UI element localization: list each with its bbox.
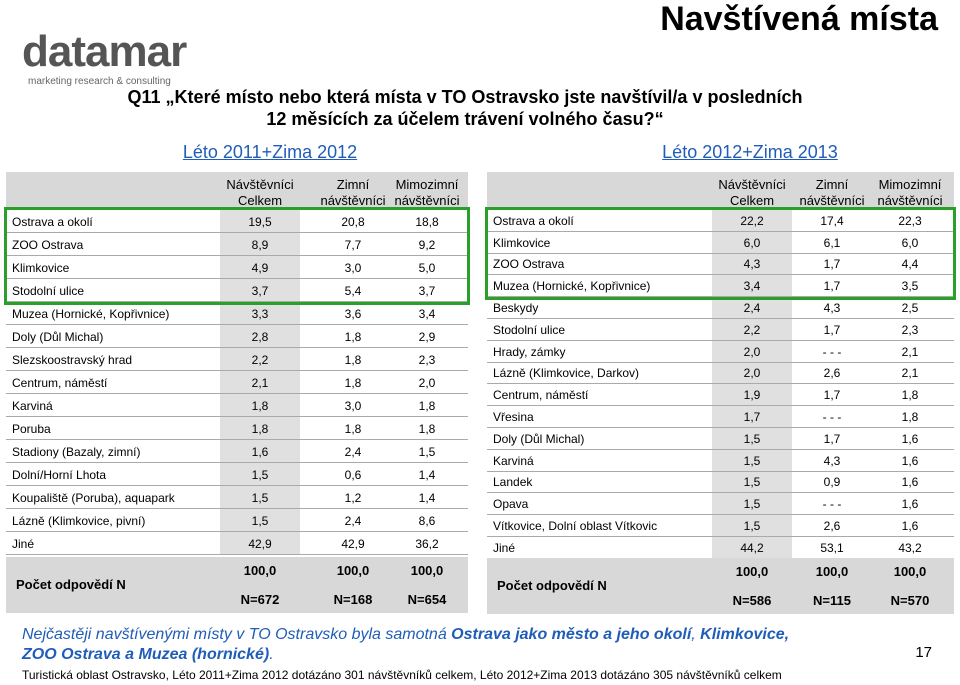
total-n: N=115 bbox=[813, 593, 851, 608]
row-value: 1,5 bbox=[743, 497, 761, 512]
datamar-logo: datamar bbox=[22, 27, 187, 76]
row-label: Karviná bbox=[493, 453, 534, 468]
row-label: Poruba bbox=[12, 421, 51, 436]
row-value: 22,2 bbox=[740, 213, 764, 228]
table-row bbox=[487, 363, 954, 385]
table-row bbox=[487, 537, 954, 559]
row-value: - - - bbox=[822, 497, 842, 512]
row-label: Klimkovice bbox=[12, 260, 70, 275]
col-header-line1: Návštěvníci bbox=[718, 177, 786, 192]
row-value: 3,6 bbox=[344, 306, 362, 321]
table-row bbox=[6, 348, 468, 371]
table-row bbox=[6, 394, 468, 417]
table-row bbox=[6, 440, 468, 463]
row-value: 2,4 bbox=[743, 301, 761, 316]
row-label: ZOO Ostrava bbox=[12, 237, 84, 252]
col-header-line1: Zimní bbox=[815, 177, 849, 192]
row-value: 36,2 bbox=[415, 536, 439, 551]
row-label: Stadiony (Bazaly, zimní) bbox=[12, 444, 141, 459]
col-header-line1: Návštěvníci bbox=[226, 177, 294, 192]
row-label: Hrady, zámky bbox=[493, 344, 566, 359]
row-label: Landek bbox=[493, 475, 533, 490]
question-line-1: Q11 „Které místo nebo která místa v TO Ostravsko jste navštívil/a v posledních bbox=[127, 87, 803, 107]
row-value: 1,5 bbox=[743, 519, 761, 534]
row-value: 3,0 bbox=[344, 398, 362, 413]
row-value: 1,9 bbox=[743, 388, 761, 403]
total-percent: 100,0 bbox=[336, 563, 370, 578]
conclusion-highlight-klimkovice: Klimkovice, bbox=[700, 626, 790, 643]
table-row bbox=[6, 417, 468, 440]
row-value: 1,4 bbox=[418, 490, 436, 505]
row-value: 1,8 bbox=[901, 388, 919, 403]
left-col-header bbox=[215, 177, 305, 209]
row-label: Klimkovice bbox=[493, 235, 551, 250]
row-value: 1,6 bbox=[251, 444, 269, 459]
question-line-2: 12 měsících za účelem trávení volného času?“ bbox=[266, 109, 664, 129]
table-row bbox=[487, 493, 954, 515]
col-header-line1: Mimozimní bbox=[878, 177, 942, 192]
table-row bbox=[6, 532, 468, 555]
row-value: 1,8 bbox=[901, 410, 919, 425]
row-value: 1,2 bbox=[344, 490, 362, 505]
row-label: Jiné bbox=[493, 540, 516, 555]
row-label: Vítkovice, Dolní oblast Vítkovic bbox=[493, 519, 658, 534]
row-value: 2,5 bbox=[901, 301, 919, 316]
total-percent: 100,0 bbox=[243, 563, 277, 578]
row-value: 3,4 bbox=[418, 306, 436, 321]
left-top4-highlight bbox=[4, 207, 470, 305]
row-value: 1,6 bbox=[901, 497, 919, 512]
row-value: 1,6 bbox=[901, 431, 919, 446]
row-value: 2,4 bbox=[344, 513, 362, 528]
row-value: 8,6 bbox=[418, 513, 436, 528]
col-header-line2: návštěvníci bbox=[394, 193, 460, 208]
total-n: N=586 bbox=[732, 593, 772, 608]
row-value: 2,1 bbox=[901, 366, 919, 381]
row-value: 2,0 bbox=[743, 366, 761, 381]
row-value: 6,1 bbox=[823, 235, 841, 250]
conclusion-text bbox=[22, 625, 902, 665]
row-value: 1,7 bbox=[823, 431, 841, 446]
row-value: 3,5 bbox=[901, 279, 919, 294]
row-label: Doly (Důl Michal) bbox=[12, 329, 104, 344]
row-value: 1,5 bbox=[251, 490, 269, 505]
row-label: Stodolní ulice bbox=[493, 322, 566, 337]
row-label: Stodolní ulice bbox=[12, 283, 85, 298]
col-header-line2: návštěvníci bbox=[877, 193, 943, 208]
row-label: Centrum, náměstí bbox=[12, 375, 108, 390]
table-row bbox=[6, 463, 468, 486]
row-value: 44,2 bbox=[740, 540, 764, 555]
row-label: Jiné bbox=[12, 536, 35, 551]
row-value: 2,8 bbox=[251, 329, 269, 344]
row-value: 3,0 bbox=[344, 260, 362, 275]
row-value: 4,4 bbox=[901, 257, 919, 272]
row-value: 1,6 bbox=[901, 453, 919, 468]
col-header-line2: návštěvníci bbox=[320, 193, 386, 208]
row-value: 8,9 bbox=[251, 237, 269, 252]
row-label: Opava bbox=[493, 497, 529, 512]
table-row bbox=[6, 509, 468, 532]
left-col-header bbox=[382, 177, 472, 209]
row-value: 20,8 bbox=[341, 214, 365, 229]
table-row bbox=[487, 384, 954, 406]
conclusion-part-1: Nejčastěji navštívenými místy v TO Ostravsko byla samotná bbox=[22, 626, 452, 643]
col-header-line2: návštěvníci bbox=[799, 193, 865, 208]
row-value: 53,1 bbox=[820, 540, 844, 555]
total-percent: 100,0 bbox=[893, 564, 927, 579]
conclusion-highlight-ostrava: Ostrava jako město a jeho okolí bbox=[451, 626, 692, 643]
row-value: 1,5 bbox=[251, 513, 269, 528]
row-value: 3,3 bbox=[251, 306, 269, 321]
row-value: 1,4 bbox=[418, 467, 436, 482]
row-value: 1,7 bbox=[823, 257, 841, 272]
table-row bbox=[487, 341, 954, 363]
row-value: 1,6 bbox=[901, 475, 919, 490]
row-value: - - - bbox=[822, 344, 842, 359]
right-col-header bbox=[865, 177, 955, 209]
row-value: 1,6 bbox=[901, 519, 919, 534]
col-header-line1: Mimozimní bbox=[395, 177, 459, 192]
row-value: 22,3 bbox=[898, 213, 922, 228]
table-row bbox=[487, 472, 954, 494]
conclusion-highlight-zoo: ZOO Ostrava a Muzea (hornické) bbox=[22, 646, 270, 663]
row-value: 2,2 bbox=[251, 352, 269, 367]
footer-note: Turistická oblast Ostravsko, Léto 2011+Zima 2012 dotázáno 301 návštěvníků celkem, Léto 2012+Zima 2013 dotázáno 305 návštěvníků celkem bbox=[22, 668, 782, 682]
col-header-line1: Zimní bbox=[336, 177, 370, 192]
row-value: 2,4 bbox=[344, 444, 362, 459]
row-value: 2,6 bbox=[823, 519, 841, 534]
row-value: 4,9 bbox=[251, 260, 269, 275]
table-row bbox=[487, 319, 954, 341]
row-value: 2,2 bbox=[743, 322, 761, 337]
row-value: 19,5 bbox=[248, 214, 272, 229]
row-value: 1,5 bbox=[743, 475, 761, 490]
row-value: 1,8 bbox=[344, 329, 362, 344]
row-value: 2,6 bbox=[823, 366, 841, 381]
row-value: 3,7 bbox=[418, 283, 436, 298]
row-value: 7,7 bbox=[344, 237, 362, 252]
row-value: 2,1 bbox=[901, 344, 919, 359]
row-value: 1,5 bbox=[251, 467, 269, 482]
left-total-label: Počet odpovědí N bbox=[16, 577, 126, 592]
row-value: 18,8 bbox=[415, 214, 439, 229]
row-value: 4,3 bbox=[823, 301, 841, 316]
row-label: Karviná bbox=[12, 398, 53, 413]
row-value: 1,8 bbox=[418, 398, 436, 413]
total-n: N=672 bbox=[240, 592, 280, 607]
page-title: Navštívená místa bbox=[660, 0, 938, 38]
row-value: 1,8 bbox=[344, 421, 362, 436]
row-label: Vřesina bbox=[493, 410, 534, 425]
row-value: 1,7 bbox=[743, 410, 761, 425]
table-row bbox=[6, 325, 468, 348]
row-value: 2,9 bbox=[418, 329, 436, 344]
table-row bbox=[487, 406, 954, 428]
row-value: 1,5 bbox=[418, 444, 436, 459]
row-value: 0,9 bbox=[823, 475, 841, 490]
row-label: Slezskoostravský hrad bbox=[12, 352, 133, 367]
row-value: 2,3 bbox=[901, 322, 919, 337]
table-row bbox=[6, 371, 468, 394]
right-period-title: Léto 2012+Zima 2013 bbox=[662, 142, 838, 162]
row-value: 5,4 bbox=[344, 283, 362, 298]
row-value: 42,9 bbox=[248, 536, 272, 551]
row-label: Muzea (Hornické, Kopřivnice) bbox=[12, 306, 170, 321]
page-number: 17 bbox=[915, 644, 932, 661]
left-period-title: Léto 2011+Zima 2012 bbox=[182, 142, 358, 162]
right-total-label: Počet odpovědí N bbox=[497, 578, 607, 593]
table-row bbox=[487, 297, 954, 319]
logo-tagline: marketing research & consulting bbox=[28, 76, 171, 87]
row-value: 1,5 bbox=[743, 431, 761, 446]
question-text bbox=[100, 86, 830, 130]
row-value: 17,4 bbox=[820, 213, 844, 228]
row-label: Centrum, náměstí bbox=[493, 388, 589, 403]
row-value: 6,0 bbox=[743, 235, 761, 250]
row-value: 1,7 bbox=[823, 388, 841, 403]
row-label: Ostrava a okolí bbox=[493, 213, 574, 228]
row-value: 2,0 bbox=[418, 375, 436, 390]
table-row bbox=[6, 302, 468, 325]
row-label: Doly (Důl Michal) bbox=[493, 431, 585, 446]
row-value: 1,8 bbox=[418, 421, 436, 436]
row-value: 1,7 bbox=[823, 322, 841, 337]
total-percent: 100,0 bbox=[410, 563, 444, 578]
conclusion-part-3: , bbox=[691, 626, 701, 643]
row-value: 3,7 bbox=[251, 283, 269, 298]
row-value: 2,0 bbox=[743, 344, 761, 359]
row-label: Beskydy bbox=[493, 301, 539, 316]
row-value: 1,5 bbox=[743, 453, 761, 468]
row-label: Muzea (Hornické, Kopřivnice) bbox=[493, 279, 651, 294]
row-label: Lázně (Klimkovice, Darkov) bbox=[493, 366, 640, 381]
total-n: N=654 bbox=[407, 592, 447, 607]
row-value: 1,8 bbox=[251, 421, 269, 436]
row-label: Koupaliště (Poruba), aquapark bbox=[12, 490, 175, 505]
row-value: 2,1 bbox=[251, 375, 269, 390]
row-separator bbox=[6, 554, 468, 555]
row-label: ZOO Ostrava bbox=[493, 257, 565, 272]
table-row bbox=[487, 450, 954, 472]
col-header-line2: Celkem bbox=[237, 193, 283, 208]
row-value: 4,3 bbox=[743, 257, 761, 272]
row-value: 6,0 bbox=[901, 235, 919, 250]
right-col-header bbox=[707, 177, 797, 209]
row-value: - - - bbox=[822, 410, 842, 425]
total-percent: 100,0 bbox=[815, 564, 849, 579]
row-value: 5,0 bbox=[418, 260, 436, 275]
right-col-header bbox=[787, 177, 877, 209]
table-row bbox=[6, 486, 468, 509]
total-n: N=570 bbox=[890, 593, 930, 608]
row-label: Lázně (Klimkovice, pivní) bbox=[12, 513, 146, 528]
row-value: 1,8 bbox=[344, 375, 362, 390]
conclusion-part-6: . bbox=[269, 646, 274, 663]
row-value: 9,2 bbox=[418, 237, 436, 252]
row-value: 4,3 bbox=[823, 453, 841, 468]
row-label: Dolní/Horní Lhota bbox=[12, 467, 107, 482]
row-label: Ostrava a okolí bbox=[12, 214, 93, 229]
table-row bbox=[487, 515, 954, 537]
row-value: 3,4 bbox=[743, 279, 761, 294]
right-top4-highlight bbox=[485, 207, 956, 300]
row-value: 42,9 bbox=[341, 536, 365, 551]
total-n: N=168 bbox=[333, 592, 373, 607]
row-value: 1,8 bbox=[251, 398, 269, 413]
row-value: 0,6 bbox=[344, 467, 362, 482]
row-value: 43,2 bbox=[898, 540, 922, 555]
row-value: 1,8 bbox=[344, 352, 362, 367]
table-row bbox=[487, 428, 954, 450]
row-value: 1,7 bbox=[823, 279, 841, 294]
row-value: 2,3 bbox=[418, 352, 436, 367]
col-header-line2: Celkem bbox=[729, 193, 775, 208]
total-percent: 100,0 bbox=[735, 564, 769, 579]
